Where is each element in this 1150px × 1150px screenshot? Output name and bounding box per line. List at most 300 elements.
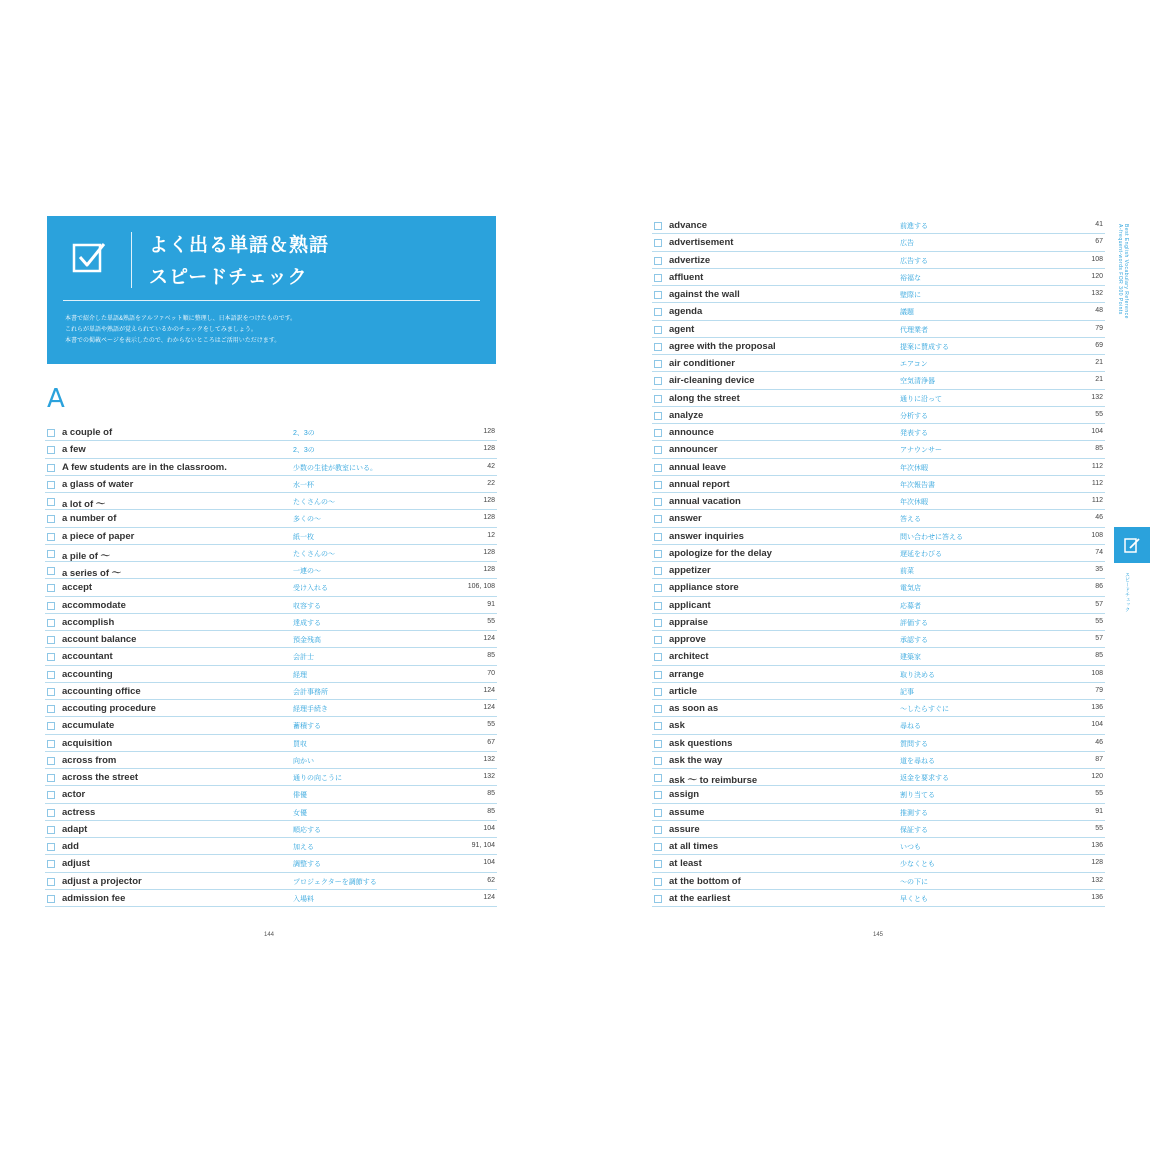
vocab-row — [652, 510, 1105, 527]
vocab-term: air conditioner — [669, 358, 735, 369]
vocab-meaning: 入場料 — [293, 895, 314, 903]
vocab-list-left — [45, 424, 497, 907]
vocab-row — [652, 804, 1105, 821]
vocab-term: at all times — [669, 841, 719, 852]
checkbox[interactable] — [47, 791, 55, 799]
vocab-row — [45, 752, 497, 769]
vocab-meaning: 年次休暇 — [900, 464, 928, 472]
vocab-page: 112 — [1091, 462, 1103, 470]
vocab-term: apologize for the delay — [669, 547, 772, 559]
vocab-meaning: 遅延をわびる — [900, 550, 942, 558]
checkbox[interactable] — [654, 533, 662, 541]
vocab-meaning: 会計士 — [293, 654, 314, 662]
vocab-meaning: 質問する — [900, 740, 928, 748]
checkbox[interactable] — [47, 481, 55, 489]
vocab-row — [652, 476, 1105, 493]
vocab-term: accumulate — [62, 720, 115, 732]
vocab-page: 46 — [1095, 738, 1103, 746]
checkbox[interactable] — [654, 481, 662, 489]
vocab-page: 120 — [1091, 773, 1103, 780]
vocab-page: 136 — [1091, 893, 1103, 901]
checkbox[interactable] — [654, 239, 662, 247]
vocab-row — [45, 528, 497, 545]
intro-line: 本書での掲載ページを表示したので、わからないところはご活用いただけます。 — [65, 338, 281, 344]
vocab-page: 87 — [1095, 755, 1103, 763]
checkbox[interactable] — [47, 550, 55, 558]
header-title-line2: スピードチェック — [149, 267, 308, 288]
checkbox[interactable] — [47, 740, 55, 748]
vocab-meaning: 収容する — [293, 602, 321, 610]
vocab-meaning: 経理手続き — [293, 706, 328, 713]
vocab-row — [652, 890, 1105, 907]
vocab-meaning: 2、3の — [293, 430, 315, 437]
vocab-meaning: 電気店 — [900, 585, 921, 593]
vocab-term: ask questions — [669, 737, 733, 749]
checkbox[interactable] — [47, 843, 55, 851]
vocab-page: 124 — [483, 635, 495, 642]
vocab-page: 132 — [483, 755, 495, 763]
checkbox[interactable] — [47, 515, 55, 523]
vocab-row — [45, 510, 497, 527]
vocab-meaning: 少数の生徒が教室にいる。 — [293, 464, 377, 472]
vocab-row — [652, 562, 1105, 579]
vocab-row — [45, 459, 497, 476]
tab-caption: スピードチェック — [1124, 572, 1130, 612]
vocab-row — [652, 303, 1105, 320]
checkbox[interactable] — [654, 705, 662, 713]
checkbox[interactable] — [654, 688, 662, 696]
vocab-page: 55 — [1095, 617, 1103, 625]
checkbox[interactable] — [654, 843, 662, 851]
vocab-page: 120 — [1091, 272, 1103, 280]
vocab-row — [45, 579, 497, 596]
checkbox[interactable] — [47, 878, 55, 886]
checkbox[interactable] — [654, 636, 662, 644]
checkbox[interactable] — [654, 515, 662, 523]
vocab-term: actor — [62, 789, 86, 801]
vocab-row — [652, 407, 1105, 424]
vocab-row — [45, 717, 497, 734]
checkbox[interactable] — [47, 464, 55, 472]
vocab-term: applicant — [669, 599, 711, 611]
checkbox[interactable] — [654, 878, 662, 886]
vocab-term: appraise — [669, 616, 709, 628]
vocab-row — [45, 666, 497, 683]
vocab-page: 79 — [1095, 686, 1103, 694]
vocab-meaning: 加える — [293, 844, 314, 851]
vocab-meaning: 達成する — [293, 619, 321, 627]
vocab-meaning: 向かい — [293, 757, 314, 765]
vocab-term: acquisition — [62, 737, 113, 749]
vocab-row — [45, 700, 497, 717]
vocab-term: a lot of ～ — [62, 499, 106, 510]
vocab-term: agenda — [669, 306, 703, 318]
checkbox[interactable] — [47, 567, 55, 575]
checkbox[interactable] — [47, 653, 55, 661]
vocab-meaning: 空気清浄器 — [900, 378, 935, 386]
vocab-term: air-cleaning device — [669, 375, 755, 387]
vocab-meaning: 経理 — [293, 671, 307, 679]
checkbox[interactable] — [654, 584, 662, 592]
checkbox[interactable] — [654, 860, 662, 868]
vocab-term: adjust — [62, 858, 90, 870]
vocab-meaning: 俳優 — [293, 792, 307, 800]
vocab-page: 106, 108 — [467, 583, 495, 591]
vocab-meaning: 前進する — [900, 223, 928, 230]
vocab-row — [652, 252, 1105, 269]
vocab-meaning: 提案に賛成する — [900, 343, 949, 351]
header-intro — [65, 314, 479, 347]
vocab-term: add — [62, 841, 79, 852]
vocab-term: annual leave — [669, 461, 727, 473]
vocab-meaning: 前菜 — [900, 568, 914, 575]
vocab-row — [652, 338, 1105, 355]
checkbox[interactable] — [654, 429, 662, 437]
intro-line: これらが単語や熟語が覚えられているかのチェックをしてみましょう。 — [65, 327, 257, 333]
vocab-row — [652, 683, 1105, 700]
vocab-term: across the street — [62, 772, 139, 783]
vocab-meaning: ～したらすぐに — [900, 706, 949, 713]
section-letter: A — [47, 384, 65, 414]
vocab-row — [652, 700, 1105, 717]
checkbox[interactable] — [47, 774, 55, 782]
vocab-page: 104 — [1091, 428, 1103, 435]
vocab-term: assume — [669, 806, 705, 818]
checkbox[interactable] — [654, 326, 662, 334]
vocab-page: 104 — [483, 859, 495, 867]
checkbox[interactable] — [654, 653, 662, 661]
checkbox[interactable] — [47, 757, 55, 765]
vocab-row — [652, 821, 1105, 838]
vocab-meaning: 一連の～ — [293, 568, 321, 575]
checkbox[interactable] — [654, 740, 662, 748]
vocab-row — [652, 217, 1105, 234]
header-rule — [63, 300, 480, 301]
vocab-term: advertize — [669, 254, 711, 266]
vocab-list-right — [652, 217, 1105, 907]
vocab-row — [652, 528, 1105, 545]
vocab-meaning: たくさんの～ — [293, 499, 335, 506]
vocab-meaning: 承認する — [900, 637, 928, 644]
vocab-page: 35 — [1095, 566, 1103, 573]
vocab-row — [45, 890, 497, 907]
vocab-row — [45, 441, 497, 458]
vocab-meaning: 推測する — [900, 809, 928, 817]
vocab-meaning: 受け入れる — [293, 585, 328, 593]
checkbox[interactable] — [654, 550, 662, 558]
side-caption-line1: Best English Vocabulary Reference — [1123, 224, 1129, 319]
header-divider — [131, 232, 132, 288]
vocab-term: advance — [669, 220, 708, 231]
vocab-meaning: 会計事務所 — [293, 688, 328, 696]
vocab-page: 62 — [487, 876, 495, 884]
vocab-page: 55 — [1095, 824, 1103, 832]
vocab-meaning: 調整する — [293, 861, 321, 869]
vocab-page: 85 — [487, 790, 495, 798]
vocab-row — [45, 804, 497, 821]
vocab-row — [652, 459, 1105, 476]
vocab-term: adapt — [62, 823, 88, 835]
vocab-term: accounting office — [62, 685, 141, 697]
vocab-page: 67 — [1095, 238, 1103, 246]
vocab-term: as soon as — [669, 703, 719, 714]
vocab-row — [45, 683, 497, 700]
vocab-term: agree with the proposal — [669, 340, 776, 352]
vocab-row — [652, 441, 1105, 458]
vocab-row — [652, 648, 1105, 665]
vocab-row — [652, 666, 1105, 683]
checkbox[interactable] — [47, 860, 55, 868]
checkbox[interactable] — [47, 809, 55, 817]
vocab-term: announce — [669, 427, 714, 438]
vocab-page: 124 — [483, 686, 495, 694]
vocab-meaning: 買収 — [293, 740, 307, 748]
vocab-term: a few — [62, 444, 86, 456]
vocab-term: at the earliest — [669, 892, 731, 904]
vocab-term: appetizer — [669, 565, 711, 576]
vocab-page: 112 — [1091, 497, 1103, 504]
vocab-row — [652, 424, 1105, 441]
checkbox[interactable] — [654, 757, 662, 765]
checkbox[interactable] — [654, 446, 662, 454]
vocab-row — [652, 786, 1105, 803]
checkbox[interactable] — [47, 895, 55, 903]
vocab-term: ask — [669, 720, 685, 732]
vocab-meaning: 評価する — [900, 619, 928, 627]
vocab-row — [652, 614, 1105, 631]
vocab-meaning: 道を尋ねる — [900, 757, 935, 765]
vocab-meaning: 議題 — [900, 309, 914, 317]
side-caption-line2: A-frequent-words FOR 300 Points — [1117, 224, 1123, 315]
vocab-page: 22 — [487, 479, 495, 487]
vocab-page: 70 — [487, 669, 495, 677]
checkbox[interactable] — [47, 671, 55, 679]
vocab-meaning: 2、3の — [293, 447, 315, 455]
vocab-page: 85 — [487, 807, 495, 815]
vocab-term: affluent — [669, 271, 704, 283]
checkbox[interactable] — [47, 688, 55, 696]
vocab-meaning: 取り決める — [900, 671, 935, 679]
speed-check-header — [47, 216, 496, 364]
vocab-meaning: 蓄積する — [293, 723, 321, 731]
vocab-term: annual vacation — [669, 496, 741, 507]
checkbox[interactable] — [47, 446, 55, 454]
vocab-row — [45, 424, 497, 441]
checkbox[interactable] — [47, 705, 55, 713]
vocab-meaning: 通りの向こうに — [293, 775, 342, 782]
page-number-left: 144 — [264, 932, 275, 938]
vocab-term: ask ～ to reimburse — [669, 775, 758, 786]
vocab-term: against the wall — [669, 289, 740, 300]
vocab-page: 104 — [483, 824, 495, 832]
vocab-term: a glass of water — [62, 478, 134, 490]
vocab-page: 136 — [1091, 704, 1103, 711]
vocab-meaning: 紙一枚 — [293, 533, 314, 541]
vocab-page: 112 — [1091, 479, 1103, 487]
checkbox[interactable] — [654, 826, 662, 834]
vocab-page: 55 — [487, 617, 495, 625]
checkbox[interactable] — [654, 567, 662, 575]
vocab-page: 55 — [487, 721, 495, 729]
vocab-page: 85 — [1095, 652, 1103, 660]
vocab-page: 46 — [1095, 514, 1103, 522]
vocab-meaning: 順応する — [293, 826, 321, 834]
vocab-term: assign — [669, 789, 700, 801]
vocab-page: 108 — [1091, 255, 1103, 263]
vocab-page: 74 — [1095, 548, 1103, 556]
checkbox[interactable] — [654, 222, 662, 230]
side-tab[interactable] — [1114, 527, 1150, 563]
vocab-page: 128 — [483, 548, 495, 556]
vocab-page: 57 — [1095, 600, 1103, 608]
vocab-page: 42 — [487, 462, 495, 470]
vocab-term: actress — [62, 806, 96, 818]
checkbox[interactable] — [47, 722, 55, 730]
vocab-row — [652, 355, 1105, 372]
vocab-row — [652, 769, 1105, 786]
vocab-meaning: 応募者 — [900, 602, 921, 610]
checkbox[interactable] — [654, 412, 662, 420]
vocab-page: 55 — [1095, 410, 1103, 418]
vocab-page: 91, 104 — [471, 842, 495, 849]
vocab-term: adjust a projector — [62, 875, 142, 887]
vocab-page: 128 — [483, 445, 495, 453]
vocab-row — [652, 234, 1105, 251]
vocab-row — [45, 562, 497, 579]
header-title-line1: よく出る単語＆熟語 — [149, 235, 330, 256]
checkbox[interactable] — [654, 464, 662, 472]
vocab-row — [45, 873, 497, 890]
vocab-row — [652, 873, 1105, 890]
vocab-term: answer inquiries — [669, 530, 744, 542]
vocab-meaning: 女優 — [293, 809, 307, 817]
checkbox[interactable] — [654, 291, 662, 299]
vocab-page: 132 — [1091, 290, 1103, 297]
vocab-term: at the bottom of — [669, 875, 741, 887]
vocab-meaning: 割り当てる — [900, 792, 935, 800]
checkbox[interactable] — [654, 343, 662, 351]
checkbox[interactable] — [47, 584, 55, 592]
vocab-term: agent — [669, 323, 695, 335]
vocab-page: 108 — [1091, 531, 1103, 539]
vocab-row — [45, 597, 497, 614]
checkbox[interactable] — [47, 533, 55, 541]
vocab-page: 128 — [483, 497, 495, 504]
vocab-row — [45, 821, 497, 838]
vocab-page: 85 — [487, 652, 495, 660]
vocab-term: account balance — [62, 634, 137, 645]
vocab-term: at least — [669, 858, 702, 870]
vocab-row — [652, 752, 1105, 769]
vocab-term: accomplish — [62, 616, 115, 628]
checkbox[interactable] — [47, 636, 55, 644]
vocab-meaning: いつも — [900, 844, 921, 851]
vocab-row — [45, 735, 497, 752]
checkbox[interactable] — [47, 429, 55, 437]
vocab-row — [652, 717, 1105, 734]
vocab-page: 86 — [1095, 583, 1103, 591]
vocab-row — [652, 321, 1105, 338]
checkbox[interactable] — [654, 395, 662, 403]
vocab-page: 21 — [1095, 376, 1103, 384]
vocab-term: ask the way — [669, 754, 723, 766]
vocab-meaning: エアコン — [900, 361, 928, 368]
vocab-page: 132 — [483, 773, 495, 780]
intro-line: 本書で紹介した単語&熟語をアルファベット順に整理し、日本語訳をつけたものです。 — [65, 316, 297, 322]
checkbox[interactable] — [654, 895, 662, 903]
checkbox[interactable] — [47, 619, 55, 627]
vocab-row — [45, 855, 497, 872]
checkbox[interactable] — [654, 498, 662, 506]
checkbox[interactable] — [47, 826, 55, 834]
vocab-row — [652, 579, 1105, 596]
vocab-page: 128 — [483, 514, 495, 522]
vocab-term: across from — [62, 754, 117, 766]
checkbox[interactable] — [654, 722, 662, 730]
checkbox-check-icon — [71, 240, 107, 276]
vocab-row — [45, 476, 497, 493]
vocab-row — [652, 545, 1105, 562]
vocab-page: 104 — [1091, 721, 1103, 729]
vocab-row — [45, 769, 497, 786]
checkbox[interactable] — [654, 257, 662, 265]
vocab-term: accommodate — [62, 599, 126, 611]
vocab-page: 57 — [1095, 635, 1103, 642]
checkbox[interactable] — [654, 274, 662, 282]
vocab-meaning: 水一杯 — [293, 481, 314, 489]
checkbox[interactable] — [654, 791, 662, 799]
vocab-term: architect — [669, 651, 709, 663]
vocab-term: accountant — [62, 651, 113, 663]
vocab-row — [652, 855, 1105, 872]
vocab-meaning: 早くとも — [900, 895, 928, 903]
vocab-row — [652, 493, 1105, 510]
vocab-page: 55 — [1095, 790, 1103, 798]
vocab-meaning: 広告 — [900, 240, 914, 248]
checkbox[interactable] — [654, 671, 662, 679]
vocab-meaning: 答える — [900, 516, 921, 524]
vocab-row — [45, 614, 497, 631]
vocab-meaning: たくさんの～ — [293, 550, 335, 558]
vocab-row — [45, 631, 497, 648]
vocab-term: annual report — [669, 478, 730, 490]
vocab-meaning: 建築家 — [900, 654, 921, 662]
checkbox[interactable] — [654, 602, 662, 610]
checkbox[interactable] — [654, 774, 662, 782]
vocab-page: 79 — [1095, 324, 1103, 332]
vocab-row — [652, 372, 1105, 389]
vocab-row — [45, 786, 497, 803]
vocab-page: 136 — [1091, 842, 1103, 849]
vocab-page: 69 — [1095, 341, 1103, 349]
checkbox[interactable] — [654, 619, 662, 627]
vocab-page: 108 — [1091, 669, 1103, 677]
side-caption — [1117, 224, 1129, 319]
checkbox[interactable] — [654, 360, 662, 368]
vocab-page: 128 — [483, 566, 495, 573]
vocab-meaning: 問い合わせに答える — [900, 533, 963, 541]
vocab-meaning: 壁際に — [900, 292, 921, 299]
vocab-row — [652, 269, 1105, 286]
checkbox[interactable] — [654, 308, 662, 316]
vocab-row — [45, 838, 497, 855]
checkbox[interactable] — [47, 602, 55, 610]
checkbox[interactable] — [47, 498, 55, 506]
checkbox[interactable] — [654, 377, 662, 385]
checkbox[interactable] — [654, 809, 662, 817]
vocab-row — [45, 545, 497, 562]
vocab-term: accept — [62, 582, 93, 594]
